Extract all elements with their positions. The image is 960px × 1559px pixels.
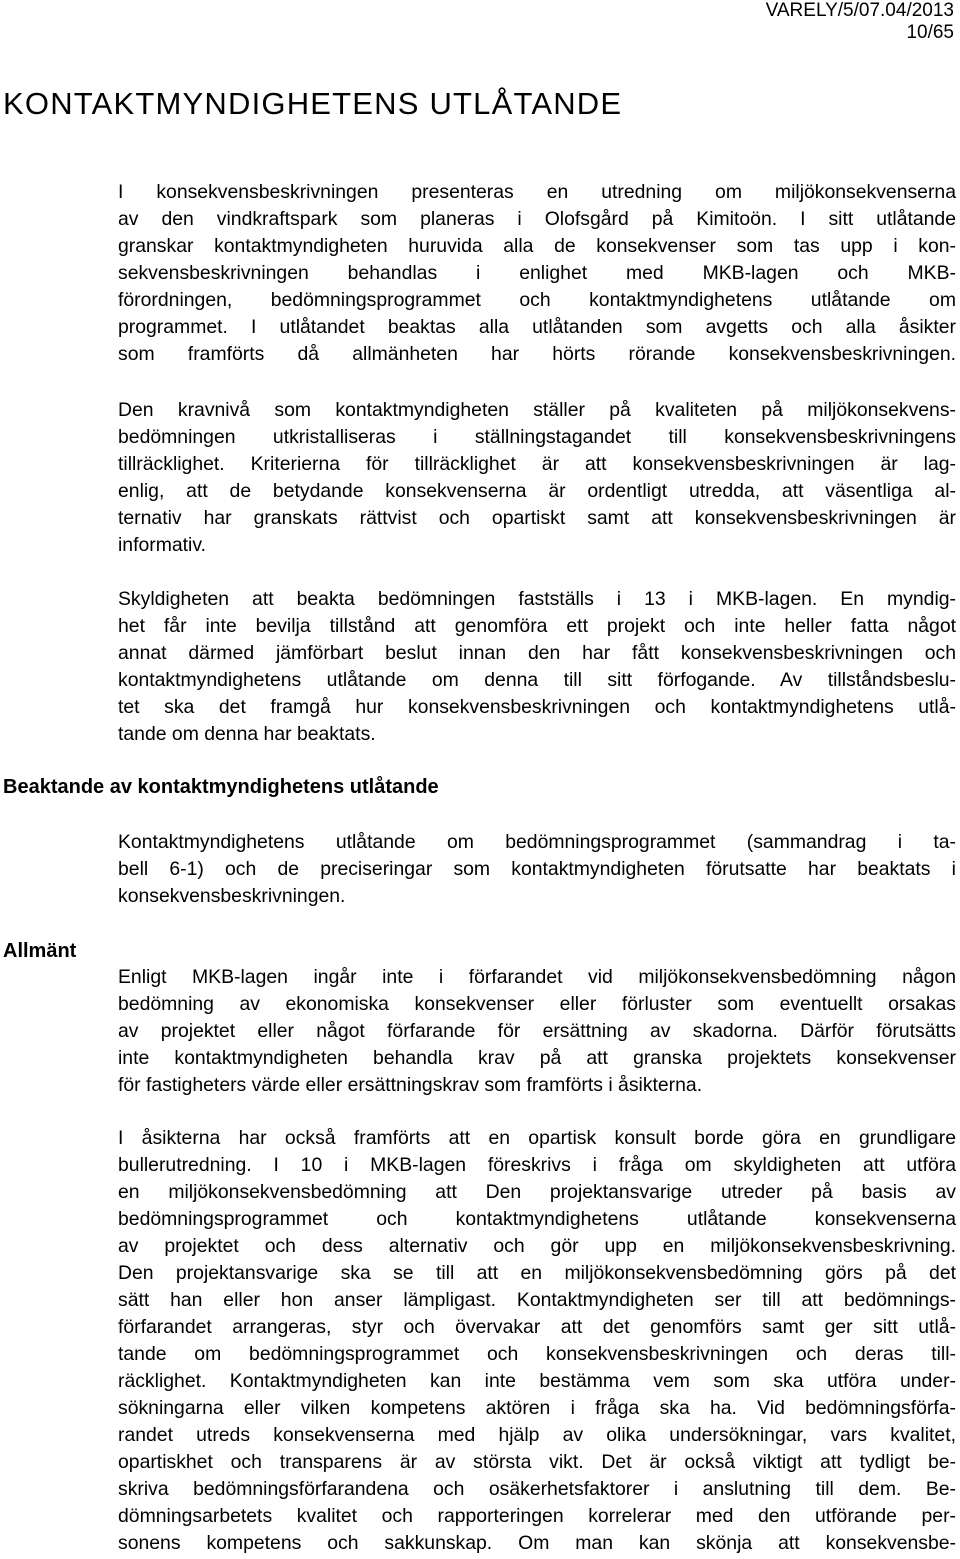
side-label-general: Allmänt — [3, 940, 77, 962]
text-line: förordningen, bedömningsprogrammet och kontaktmyndighetens utlåtande om — [118, 289, 956, 311]
paragraph-intro — [118, 179, 956, 368]
text-line: tet ska det framgå hur konsekvensbeskrivningen och kontaktmyndighetens utlå- — [118, 696, 956, 718]
text-line: het får inte bevilja tillstånd att genomföra ett projekt och inte heller fatta något — [118, 615, 956, 637]
text-line: Den projektansvarige ska se till att en miljökonsekvensbedömning görs på det — [118, 1262, 956, 1284]
text-line: enlig, att de betydande konsekvenserna är ordentligt utredda, att väsentliga al- — [118, 480, 956, 502]
text-line: tillräcklighet. Kriterierna för tillräcklighet är att konsekvensbeskrivningen är lag- — [118, 453, 956, 475]
text-line: bedömningsprogrammet och kontaktmyndighetens utlåtande konsekvenserna — [118, 1208, 956, 1230]
text-line: Enligt MKB-lagen ingår inte i förfarandet vid miljökonsekvensbedömning någon — [118, 966, 956, 988]
text-line: bedömningen utkristalliseras i ställningstagandet till konsekvensbeskrivningens — [118, 426, 956, 448]
page-title: KONTAKTMYNDIGHETENS UTLÅTANDE — [3, 86, 623, 121]
text-line: Skyldigheten att beakta bedömningen fastställs i 13 i MKB-lagen. En myndig- — [118, 588, 956, 610]
text-line: ternativ har granskats rättvist och opartiskt samt att konsekvensbeskrivningen är — [118, 507, 956, 529]
text-line: skriva bedömningsförfarandena och osäkerhetsfaktorer i anslutning till dem. Be- — [118, 1478, 956, 1500]
text-line: randet utreds konsekvenserna med hjälp av olika undersökningar, vars kvalitet, — [118, 1424, 956, 1446]
text-line: som framförts då allmänheten har hörts rörande konsekvensbeskrivningen. — [118, 343, 956, 365]
text-line: för fastigheters värde eller ersättningskrav som framförts i åsikterna. — [118, 1074, 703, 1096]
document-reference: VARELY/5/07.04/2013 — [765, 0, 954, 21]
text-line: bullerutredning. I 10 i MKB-lagen föreskrivs i fråga om skyldigheten att utföra — [118, 1154, 956, 1176]
text-line: en miljökonsekvensbedömning att Den projektansvarige utreder på basis av — [118, 1181, 956, 1203]
text-line: av den vindkraftspark som planeras i Olofsgård på Kimitoön. I sitt utlåtande — [118, 208, 956, 230]
text-line: annat därmed jämförbart beslut innan den har fått konsekvensbeskrivningen och — [118, 642, 956, 664]
text-line: sekvensbeskrivningen behandlas i enlighet med MKB-lagen och MKB- — [118, 262, 956, 284]
text-line: informativ. — [118, 534, 206, 556]
paragraph-economic-consequences — [118, 964, 956, 1099]
page-number: 10/65 — [906, 22, 954, 43]
text-line: dömningsarbetets kvalitet och rapporteringen korrelerar med den utförande per- — [118, 1505, 956, 1527]
section-heading: Beaktande av kontaktmyndighetens utlåtande — [3, 776, 439, 798]
text-line: granskar kontaktmyndigheten huruvida alla de konsekvenser som tas upp i kon- — [118, 235, 956, 257]
text-line: Kontaktmyndighetens utlåtande om bedömningsprogrammet (sammandrag i ta- — [118, 831, 956, 853]
text-line: I konsekvensbeskrivningen presenteras en utredning om miljökonsekvenserna — [118, 181, 956, 203]
paragraph-requirement-level — [118, 397, 956, 559]
page-header — [766, 0, 954, 44]
text-line: tande om bedömningsprogrammet och konsekvensbeskrivningen och deras till- — [118, 1343, 956, 1365]
text-line: Den kravnivå som kontaktmyndigheten ställer på kvaliteten på miljökonsekvens- — [118, 399, 956, 421]
text-line: räcklighet. Kontaktmyndigheten kan inte bestämma vem som ska utföra under- — [118, 1370, 956, 1392]
paragraph-noise-study — [118, 1125, 956, 1557]
text-line: sonens kompetens och sakkunskap. Om man kan skönja att konsekvensbe- — [118, 1532, 956, 1554]
text-line: opartiskhet och transparens är av största vikt. Det är också viktigt att tydligt be- — [118, 1451, 956, 1473]
text-line: konsekvensbeskrivningen. — [118, 885, 346, 907]
text-line: av projektet och dess alternativ och gör upp en miljökonsekvensbeskrivning. — [118, 1235, 956, 1257]
text-line: programmet. I utlåtandet beaktas alla utlåtanden som avgetts och alla åsikter — [118, 316, 956, 338]
text-line: av projektet eller något förfarande för ersättning av skadorna. Därför förutsätts — [118, 1020, 956, 1042]
paragraph-obligation — [118, 586, 956, 748]
text-line: kontaktmyndighetens utlåtande om denna till sitt förfogande. Av tillståndsbeslu- — [118, 669, 956, 691]
text-line: inte kontaktmyndigheten behandla krav på att granska projektets konsekvenser — [118, 1047, 956, 1069]
text-line: bedömning av ekonomiska konsekvenser eller förluster som eventuellt orsakas — [118, 993, 956, 1015]
paragraph-programme-summary — [118, 829, 956, 910]
text-line: förfarandet arrangeras, styr och övervakar att det genomförs samt ger sitt utlå- — [118, 1316, 956, 1338]
text-line: bell 6-1) och de preciseringar som kontaktmyndigheten förutsatte har beaktats i — [118, 858, 956, 880]
text-line: I åsikterna har också framförts att en opartisk konsult borde göra en grundligare — [118, 1127, 956, 1149]
text-line: sökningarna eller vilken kompetens aktören i fråga ska ha. Vid bedömningsförfa- — [118, 1397, 956, 1419]
text-line: sätt han eller hon anser lämpligast. Kontaktmyndigheten ser till att bedömnings- — [118, 1289, 956, 1311]
text-line: tande om denna har beaktats. — [118, 723, 376, 745]
